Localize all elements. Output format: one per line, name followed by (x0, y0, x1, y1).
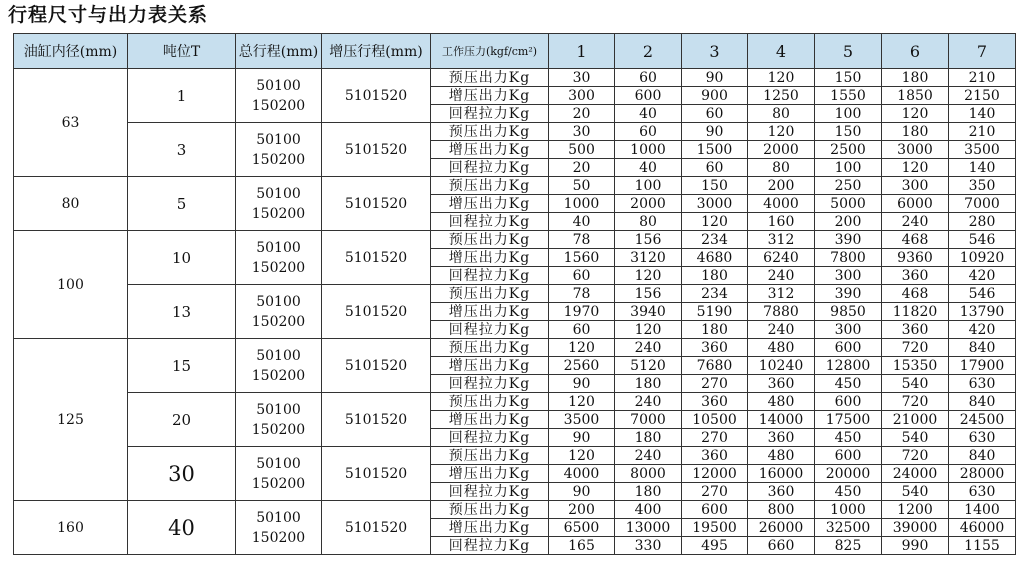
force-value-cell: 4680 (682, 249, 748, 267)
force-type-label: 增压出力Kg (431, 249, 549, 267)
force-value-cell: 60 (615, 69, 682, 87)
force-value-cell: 120 (748, 123, 815, 141)
force-type-label: 回程拉力Kg (431, 267, 549, 285)
force-value-cell: 360 (748, 483, 815, 501)
table-row (14, 231, 1016, 249)
force-type-label: 增压出力Kg (431, 519, 549, 537)
force-value-cell: 546 (949, 285, 1016, 303)
force-value-cell: 660 (748, 537, 815, 555)
force-value-cell: 120 (549, 339, 615, 357)
total-stroke-value: 50100 (256, 455, 301, 472)
header-tonnage: 吨位T (128, 34, 236, 69)
force-value-cell: 546 (949, 231, 1016, 249)
force-type-label: 预压出力Kg (431, 285, 549, 303)
force-value-cell: 6500 (549, 519, 615, 537)
force-value-cell: 24000 (882, 465, 949, 483)
force-value-cell: 9360 (882, 249, 949, 267)
force-value-cell: 120 (549, 447, 615, 465)
header-pressure-5: 5 (815, 34, 882, 69)
header-working-pressure: 工作压力(kgf/cm²) (431, 34, 549, 69)
force-value-cell: 3120 (615, 249, 682, 267)
force-value-cell: 180 (615, 429, 682, 447)
force-value-cell: 1500 (682, 141, 748, 159)
table-row (14, 393, 1016, 411)
force-type-label: 回程拉力Kg (431, 483, 549, 501)
force-value-cell: 468 (882, 285, 949, 303)
force-type-label: 预压出力Kg (431, 501, 549, 519)
stroke-force-table (13, 33, 1016, 555)
force-value-cell: 540 (882, 429, 949, 447)
force-value-cell: 180 (882, 69, 949, 87)
force-value-cell: 20000 (815, 465, 882, 483)
force-value-cell: 3000 (682, 195, 748, 213)
force-value-cell: 150 (682, 177, 748, 195)
boost-stroke-cell: 5101520 (322, 285, 431, 339)
force-value-cell: 120 (549, 393, 615, 411)
force-value-cell: 180 (682, 267, 748, 285)
force-type-label: 预压出力Kg (431, 123, 549, 141)
force-value-cell: 120 (882, 159, 949, 177)
force-value-cell: 1250 (748, 87, 815, 105)
force-value-cell: 120 (682, 213, 748, 231)
force-value-cell: 5190 (682, 303, 748, 321)
force-value-cell: 180 (682, 321, 748, 339)
tonnage-cell: 30 (128, 447, 236, 501)
force-value-cell: 280 (949, 213, 1016, 231)
force-value-cell: 2500 (815, 141, 882, 159)
force-type-label: 增压出力Kg (431, 141, 549, 159)
total-stroke-value: 150200 (251, 313, 306, 330)
force-value-cell: 234 (682, 285, 748, 303)
force-value-cell: 1000 (549, 195, 615, 213)
force-value-cell: 90 (682, 123, 748, 141)
force-value-cell: 9850 (815, 303, 882, 321)
force-value-cell: 120 (748, 69, 815, 87)
total-stroke-value: 150200 (251, 97, 306, 114)
total-stroke-cell (236, 339, 322, 393)
force-type-label: 增压出力Kg (431, 195, 549, 213)
cylinder-diameter-cell: 125 (14, 339, 128, 501)
total-stroke-value: 50100 (256, 77, 301, 94)
force-value-cell: 240 (882, 213, 949, 231)
force-value-cell: 300 (815, 267, 882, 285)
total-stroke-value: 50100 (256, 509, 301, 526)
force-value-cell: 140 (949, 159, 1016, 177)
total-stroke-cell (236, 501, 322, 555)
force-value-cell: 1000 (615, 141, 682, 159)
force-value-cell: 120 (615, 267, 682, 285)
total-stroke-cell (236, 231, 322, 285)
force-value-cell: 3500 (949, 141, 1016, 159)
force-value-cell: 1400 (949, 501, 1016, 519)
force-value-cell: 840 (949, 447, 1016, 465)
force-value-cell: 800 (748, 501, 815, 519)
boost-stroke-cell: 5101520 (322, 177, 431, 231)
force-value-cell: 24500 (949, 411, 1016, 429)
force-value-cell: 20 (549, 105, 615, 123)
total-stroke-value: 50100 (256, 239, 301, 256)
page-title: 行程尺寸与出力表关系 (8, 4, 209, 26)
table-row (14, 501, 1016, 519)
force-value-cell: 3500 (549, 411, 615, 429)
boost-stroke-cell: 5101520 (322, 69, 431, 123)
force-value-cell: 234 (682, 231, 748, 249)
force-value-cell: 420 (949, 321, 1016, 339)
force-value-cell: 720 (882, 393, 949, 411)
total-stroke-value: 50100 (256, 293, 301, 310)
force-value-cell: 46000 (949, 519, 1016, 537)
force-value-cell: 300 (882, 177, 949, 195)
force-type-label: 回程拉力Kg (431, 105, 549, 123)
force-value-cell: 360 (682, 447, 748, 465)
tonnage-cell: 15 (128, 339, 236, 393)
force-type-label: 增压出力Kg (431, 411, 549, 429)
force-value-cell: 3940 (615, 303, 682, 321)
force-value-cell: 312 (748, 285, 815, 303)
header-total-stroke: 总行程(mm) (236, 34, 322, 69)
force-value-cell: 1970 (549, 303, 615, 321)
total-stroke-cell (236, 447, 322, 501)
force-value-cell: 270 (682, 375, 748, 393)
force-value-cell: 390 (815, 231, 882, 249)
force-value-cell: 240 (748, 267, 815, 285)
force-value-cell: 240 (615, 393, 682, 411)
force-value-cell: 600 (815, 393, 882, 411)
total-stroke-value: 150200 (251, 151, 306, 168)
force-value-cell: 420 (949, 267, 1016, 285)
force-value-cell: 840 (949, 393, 1016, 411)
force-value-cell: 270 (682, 429, 748, 447)
header-pressure-7: 7 (949, 34, 1016, 69)
force-value-cell: 7880 (748, 303, 815, 321)
force-value-cell: 2000 (748, 141, 815, 159)
force-value-cell: 78 (549, 285, 615, 303)
header-pressure-4: 4 (748, 34, 815, 69)
force-value-cell: 1560 (549, 249, 615, 267)
force-value-cell: 26000 (748, 519, 815, 537)
force-value-cell: 156 (615, 285, 682, 303)
force-value-cell: 15350 (882, 357, 949, 375)
force-value-cell: 40 (549, 213, 615, 231)
force-value-cell: 300 (549, 87, 615, 105)
boost-stroke-cell: 5101520 (322, 123, 431, 177)
force-value-cell: 630 (949, 483, 1016, 501)
force-value-cell: 21000 (882, 411, 949, 429)
force-value-cell: 30 (549, 69, 615, 87)
table-row (14, 285, 1016, 303)
boost-stroke-cell: 5101520 (322, 447, 431, 501)
force-value-cell: 8000 (615, 465, 682, 483)
force-value-cell: 825 (815, 537, 882, 555)
force-type-label: 预压出力Kg (431, 393, 549, 411)
force-value-cell: 1200 (882, 501, 949, 519)
force-value-cell: 900 (682, 87, 748, 105)
total-stroke-value: 50100 (256, 185, 301, 202)
tonnage-cell: 10 (128, 231, 236, 285)
force-value-cell: 360 (882, 321, 949, 339)
boost-stroke-cell: 5101520 (322, 339, 431, 393)
force-value-cell: 600 (815, 447, 882, 465)
force-value-cell: 200 (748, 177, 815, 195)
force-value-cell: 19500 (682, 519, 748, 537)
force-type-label: 预压出力Kg (431, 339, 549, 357)
force-value-cell: 30 (549, 123, 615, 141)
table-row (14, 123, 1016, 141)
force-type-label: 增压出力Kg (431, 357, 549, 375)
force-value-cell: 16000 (748, 465, 815, 483)
force-value-cell: 210 (949, 123, 1016, 141)
force-value-cell: 200 (815, 213, 882, 231)
tonnage-cell: 20 (128, 393, 236, 447)
header-cylinder: 油缸内径(mm) (14, 34, 128, 69)
force-value-cell: 100 (815, 159, 882, 177)
force-value-cell: 360 (682, 393, 748, 411)
force-type-label: 增压出力Kg (431, 87, 549, 105)
force-type-label: 预压出力Kg (431, 69, 549, 87)
force-value-cell: 468 (882, 231, 949, 249)
header-boost-stroke: 增压行程(mm) (322, 34, 431, 69)
force-type-label: 预压出力Kg (431, 231, 549, 249)
force-value-cell: 60 (682, 105, 748, 123)
force-value-cell: 12000 (682, 465, 748, 483)
force-value-cell: 2150 (949, 87, 1016, 105)
force-value-cell: 160 (748, 213, 815, 231)
force-value-cell: 17900 (949, 357, 1016, 375)
table-row (14, 339, 1016, 357)
force-value-cell: 400 (615, 501, 682, 519)
force-value-cell: 10500 (682, 411, 748, 429)
force-value-cell: 39000 (882, 519, 949, 537)
total-stroke-value: 150200 (251, 367, 306, 384)
header-row (14, 34, 1016, 69)
force-value-cell: 12800 (815, 357, 882, 375)
boost-stroke-cell: 5101520 (322, 231, 431, 285)
force-value-cell: 360 (682, 339, 748, 357)
force-value-cell: 180 (615, 483, 682, 501)
force-value-cell: 600 (815, 339, 882, 357)
force-value-cell: 7000 (949, 195, 1016, 213)
total-stroke-cell (236, 285, 322, 339)
force-value-cell: 80 (615, 213, 682, 231)
force-value-cell: 240 (748, 321, 815, 339)
force-value-cell: 480 (748, 447, 815, 465)
force-value-cell: 4000 (748, 195, 815, 213)
cylinder-diameter-cell: 100 (14, 231, 128, 339)
force-value-cell: 150 (815, 69, 882, 87)
force-type-label: 回程拉力Kg (431, 537, 549, 555)
force-value-cell: 7000 (615, 411, 682, 429)
force-type-label: 预压出力Kg (431, 177, 549, 195)
force-value-cell: 40 (615, 105, 682, 123)
force-value-cell: 60 (682, 159, 748, 177)
header-pressure-3: 3 (682, 34, 748, 69)
force-value-cell: 270 (682, 483, 748, 501)
force-value-cell: 600 (682, 501, 748, 519)
force-value-cell: 180 (615, 375, 682, 393)
force-type-label: 回程拉力Kg (431, 159, 549, 177)
force-value-cell: 450 (815, 483, 882, 501)
force-type-label: 回程拉力Kg (431, 321, 549, 339)
force-value-cell: 6000 (882, 195, 949, 213)
force-value-cell: 78 (549, 231, 615, 249)
force-type-label: 增压出力Kg (431, 465, 549, 483)
total-stroke-value: 150200 (251, 205, 306, 222)
force-value-cell: 50 (549, 177, 615, 195)
force-value-cell: 360 (882, 267, 949, 285)
force-value-cell: 250 (815, 177, 882, 195)
force-value-cell: 100 (615, 177, 682, 195)
force-value-cell: 60 (615, 123, 682, 141)
force-value-cell: 2000 (615, 195, 682, 213)
header-pressure-2: 2 (615, 34, 682, 69)
table-body (14, 69, 1016, 555)
force-value-cell: 7680 (682, 357, 748, 375)
force-value-cell: 120 (615, 321, 682, 339)
total-stroke-cell (236, 177, 322, 231)
force-value-cell: 60 (549, 267, 615, 285)
force-value-cell: 2560 (549, 357, 615, 375)
force-value-cell: 450 (815, 375, 882, 393)
force-value-cell: 6240 (748, 249, 815, 267)
force-value-cell: 40 (615, 159, 682, 177)
total-stroke-value: 50100 (256, 401, 301, 418)
force-value-cell: 17500 (815, 411, 882, 429)
total-stroke-value: 150200 (251, 421, 306, 438)
force-value-cell: 500 (549, 141, 615, 159)
cylinder-diameter-cell: 80 (14, 177, 128, 231)
force-value-cell: 200 (549, 501, 615, 519)
force-value-cell: 312 (748, 231, 815, 249)
force-value-cell: 330 (615, 537, 682, 555)
total-stroke-cell (236, 393, 322, 447)
force-value-cell: 540 (882, 483, 949, 501)
force-value-cell: 1850 (882, 87, 949, 105)
boost-stroke-cell: 5101520 (322, 393, 431, 447)
force-value-cell: 140 (949, 105, 1016, 123)
force-value-cell: 480 (748, 339, 815, 357)
force-value-cell: 990 (882, 537, 949, 555)
force-value-cell: 100 (815, 105, 882, 123)
table-row (14, 177, 1016, 195)
table-row (14, 447, 1016, 465)
force-value-cell: 240 (615, 339, 682, 357)
force-value-cell: 630 (949, 429, 1016, 447)
total-stroke-cell (236, 69, 322, 123)
force-value-cell: 80 (748, 105, 815, 123)
total-stroke-cell (236, 123, 322, 177)
force-value-cell: 156 (615, 231, 682, 249)
tonnage-cell: 3 (128, 123, 236, 177)
force-value-cell: 1550 (815, 87, 882, 105)
force-value-cell: 11820 (882, 303, 949, 321)
force-value-cell: 1155 (949, 537, 1016, 555)
force-value-cell: 13000 (615, 519, 682, 537)
force-value-cell: 210 (949, 69, 1016, 87)
force-value-cell: 240 (615, 447, 682, 465)
force-value-cell: 32500 (815, 519, 882, 537)
force-value-cell: 360 (748, 429, 815, 447)
header-pressure-6: 6 (882, 34, 949, 69)
tonnage-cell: 40 (128, 501, 236, 555)
force-value-cell: 5000 (815, 195, 882, 213)
force-value-cell: 350 (949, 177, 1016, 195)
force-type-label: 预压出力Kg (431, 447, 549, 465)
tonnage-cell: 13 (128, 285, 236, 339)
force-value-cell: 3000 (882, 141, 949, 159)
force-value-cell: 60 (549, 321, 615, 339)
force-value-cell: 1000 (815, 501, 882, 519)
force-value-cell: 180 (882, 123, 949, 141)
tonnage-cell: 5 (128, 177, 236, 231)
force-value-cell: 90 (549, 429, 615, 447)
force-type-label: 回程拉力Kg (431, 429, 549, 447)
force-value-cell: 80 (748, 159, 815, 177)
force-value-cell: 120 (882, 105, 949, 123)
force-value-cell: 4000 (549, 465, 615, 483)
cylinder-diameter-cell: 63 (14, 69, 128, 177)
force-value-cell: 840 (949, 339, 1016, 357)
total-stroke-value: 150200 (251, 529, 306, 546)
tonnage-cell: 1 (128, 69, 236, 123)
force-value-cell: 7800 (815, 249, 882, 267)
force-value-cell: 90 (549, 375, 615, 393)
total-stroke-value: 150200 (251, 259, 306, 276)
cylinder-diameter-cell: 160 (14, 501, 128, 555)
force-value-cell: 480 (748, 393, 815, 411)
force-type-label: 回程拉力Kg (431, 213, 549, 231)
force-value-cell: 165 (549, 537, 615, 555)
force-value-cell: 28000 (949, 465, 1016, 483)
force-value-cell: 20 (549, 159, 615, 177)
force-value-cell: 720 (882, 339, 949, 357)
force-value-cell: 360 (748, 375, 815, 393)
force-value-cell: 600 (615, 87, 682, 105)
force-value-cell: 90 (549, 483, 615, 501)
force-type-label: 增压出力Kg (431, 303, 549, 321)
force-value-cell: 5120 (615, 357, 682, 375)
force-value-cell: 10920 (949, 249, 1016, 267)
force-value-cell: 13790 (949, 303, 1016, 321)
force-value-cell: 495 (682, 537, 748, 555)
force-value-cell: 300 (815, 321, 882, 339)
force-value-cell: 90 (682, 69, 748, 87)
force-value-cell: 150 (815, 123, 882, 141)
force-type-label: 回程拉力Kg (431, 375, 549, 393)
force-value-cell: 630 (949, 375, 1016, 393)
force-value-cell: 450 (815, 429, 882, 447)
force-value-cell: 720 (882, 447, 949, 465)
table-row (14, 69, 1016, 87)
force-value-cell: 540 (882, 375, 949, 393)
force-value-cell: 14000 (748, 411, 815, 429)
force-value-cell: 390 (815, 285, 882, 303)
force-value-cell: 10240 (748, 357, 815, 375)
total-stroke-value: 150200 (251, 475, 306, 492)
total-stroke-value: 50100 (256, 131, 301, 148)
header-pressure-1: 1 (549, 34, 615, 69)
boost-stroke-cell: 5101520 (322, 501, 431, 555)
total-stroke-value: 50100 (256, 347, 301, 364)
